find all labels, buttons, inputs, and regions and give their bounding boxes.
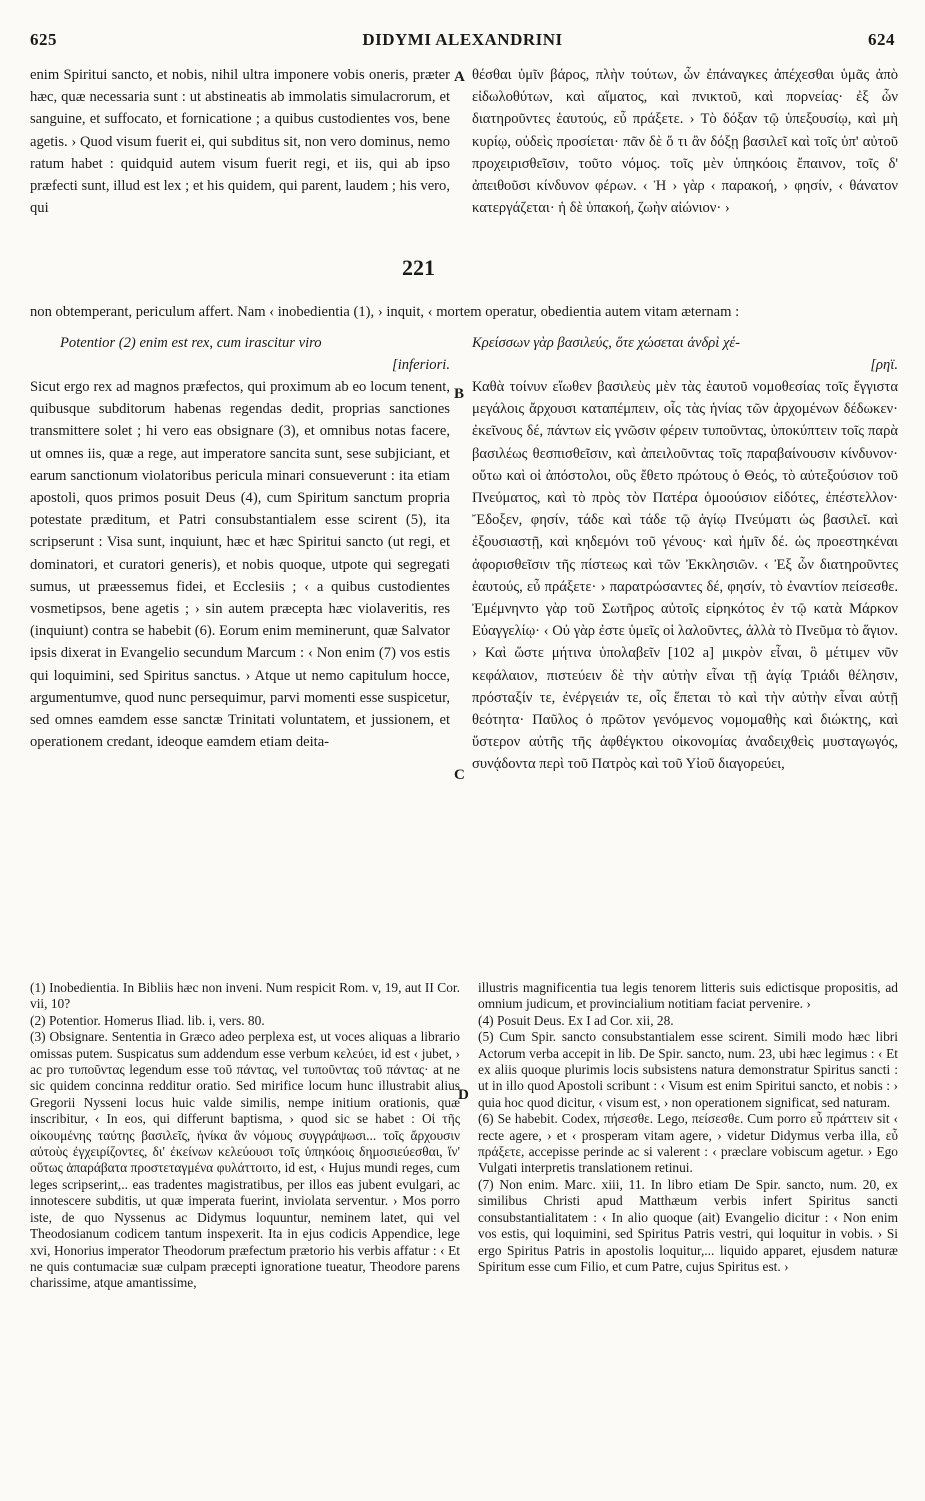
greek-column-top <box>472 64 898 219</box>
footnote-2: (2) Potentior. Homerus Iliad. lib. i, vers. 80. <box>30 1012 265 1028</box>
latin-column-body <box>30 376 450 753</box>
section-marker-a: A <box>454 69 465 85</box>
footnote-5: (5) Cum Spir. sancto consubstantialem esse scirent. Simili modo hæc libri Actorum verba accepit in lib. De Spir. sancto, num. 23, ubi hæc legimus : ‹ Et ex aliis quoque plurimis locis subsistens natura demonstratur Spiritus sancti : ut in illo quod Apostoli scribunt : ‹ Visum est enim Spiritui sancto, et nobis : › quia hoc quod dicitur, ‹ visum est, › non operationem significat, sed naturam. <box>478 1029 898 1110</box>
section-marker-d: D <box>458 1087 469 1103</box>
verse-greek-line: Κρείσσων γὰρ βασιλεύς, ὅτε χώσεται ἀνδρὶ χέ- <box>472 335 741 351</box>
running-header <box>30 30 895 54</box>
section-marker-c: C <box>454 767 465 783</box>
footnote-7: (7) Non enim. Marc. xiii, 11. In libro etiam De Spir. sancto, num. 20, ex similibus Christi apud Matthæum verbis infert Spiritus sancti consubstantialitatem : ‹ In alio quoque (ait) Evangelio dicitur : ‹ Non enim vos estis, qui loquimini, sed Spiritus Patris vestri, qui loquitur in vobis. › Si ergo Spiritus Patris in apostolis loquitur,... liquido apparet, ejusdem naturæ Spiritum esse cum Filio, et cum Patre, cujus Spiritus est. › <box>478 1176 898 1274</box>
latin-column-top <box>30 64 450 219</box>
verse-greek <box>472 332 898 376</box>
footnotes-left <box>30 980 460 1292</box>
column-number-221: 221 <box>402 255 435 280</box>
greek-body-text: Καθὰ τοίνυν εἴωθεν βασιλεὺς μὲν τὰς ἑαυτοῦ νομοθεσίας τοῖς ἔγγιστα μεγάλοις ἄρχουσι καταπέμπειν, οἷς τὰς ἡνίας τῶν ἀρχομένων δέδωκεν· ἐκεῖνους δέ, πάντων εἰς γνῶσιν φέρειν τυποῦντας, ὑποκύπτειν τοῖς παρὰ βασιλέως θεσπισθεῖσιν, καὶ ἀπειλοῦντας τοῖς παραβαίνουσιν κίνδυνον· οὕτω καὶ οἱ ἀπόστολοι, οὓς ἔθετο πρώτους ὁ Θεός, τὸ αὐτεξούσιον τοῦ Πνεύματος, καὶ τὸ πρὸς τὸν Πατέρα ὁμοούσιον εἰδότες, ἐπέστελλον· Ἔδοξεν, φησίν, τάδε καὶ τάδε τῷ ἁγίῳ Πνεύματι ὡς βασιλεῖ. καὶ ἐξουσιαστῇ, καὶ κηδεμόνι τοῦ γένους· καὶ ἡμῖν δέ. ὡς προεστηκέναι ἀφορισθεῖσιν τῆς πίστεως καὶ τῶν Ἐκκλησιῶν. ‹ Ἐξ ὧν διατηροῦντες ἑαυτούς, εὖ πράξετε· › παρατρώσαντες δέ, φησίν, τὸ ἐναντίον πείσεσθε. Ἐμέμνηντο γὰρ τοῦ Σωτῆρος αὐτοῖς εἰρηκότος ἐν τῷ κατὰ Μάρκον Εὐαγγελίῳ· ‹ Οὐ γὰρ ἐστε ὑμεῖς οἱ λαλοῦντες, ἀλλὰ τὸ Πνεῦμα τὸ ἅγιον. › Καὶ ὥστε μήτινα ὑπολαβεῖν [102 a] μικρὸν εἶναι, ὃ μέτιμεν νῦν κεφάλαιον, πιστεύειν δὲ τὴν αὐτὴν εἶναι τῇ ἁγίᾳ Τριάδι θέλησιν, πρόσταξίν τε, ἐνέργειάν τε, οἷς ἕπεται τὸ καὶ τὴν αὐτὴν εἶναι αὐτῇ θεότητα· Παῦλος ὁ πρῶτον γενόμενος νομομαθὴς καὶ διώκτης, καὶ ὕστερον αὐτῆς τῆς ἀφθέγκτου οἰκονομίας ἀναδειχθεὶς μυσταγωγός, συνᾴδοντα περὶ τοῦ Πατρὸς καὶ τοῦ Υἱοῦ διαγορεύει, <box>472 379 898 773</box>
footnote-3: (3) Obsignare. Sententia in Græco adeo perplexa est, ut voces aliquas a librario omissas putem. Suspicatus sum addendum esse verbum κελεύει, id est ‹ jubet, › ac pro τυποῦντας legendum esse τοῦ πάντας, vel τυποῦντας τοῦ πάντας· at ne sic quidem concinna redditur oratio. Sed mirifice locum hunc illustrabit alius Gregorii Nysseni locus huic valde similis, nempe initium orationis, quæ inscribitur, ‹ In eos, qui differunt baptisma, › quod sic se habet : Οἱ τῆς οἰκουμένης ταύτης βασιλεῖς, ἡνίκα ἂν νόμους συγγράψωσι... τοῖς ἄρχουσιν αὐτοὺς ἐγχειρίζοντες, δι' ἐκείνων κελεύουσι τοῖς ὑπηκόοις δημοσιεύεσθαι, ἵν' οὕτως ἀπαράβατα προστεταγμένα φυλάττοιτο, id est, ‹ Hujus mundi reges, cum leges scripserint,.. eas tradentes magistratibus, per illos eas jubent evulgari, ac innotescere subditis, ut quæ imperata fuerint, inviolata serventur. › Mos porro iste, de quo Nyssenus ac Didymus loquuntur, neminem latet, qui vel Theodosianum codicem tantum inspexerit. Ita in ejus codicis Appendice, lege xvi, Honorius imperator Theodorum præfectum prætorio his verbis affatur : ‹ Et ne quis contumaciæ suæ culpam præcepti ignoratione tueatur, Theodore parens charissime, atque amantissime, <box>30 1029 460 1291</box>
verse-latin-continuation: [inferiori. <box>392 357 450 374</box>
latin-body-text: Sicut ergo rex ad magnos præfectos, qui proximum ab eo locum tenent, quibusque subditorum habenas regendas dedit, proprias sanctiones transmittere solet ; hi vero eas obsignare (3), et omnibus notas facere, ut omnes iis, quæ a rege, aut imperatore sancita sunt, sese subjiciant, et earum sanctionum violatoribus pericula minari consueverunt : ita etiam apostoli, quos primos posuit Deus (4), cum Spiritum sanctum propria potestate præditum, et Patri consubstantialem esse scirent (5), ita scripserunt : Visa sunt, inquiunt, hæc et hæc Spiritui sancto (ut regi, et dominatori, et curatori generis), et nobis quoque, utpote qui segregati sumus, ut præessemus fidei, et Ecclesiis ; ‹ a quibus custodientes vosmetipsos, bene agetis ; › sin autem præcepta hæc violaveritis, res (inquiunt) contra se habebit (6). Eorum enim meminerunt, quæ Salvator ipsis dixerat in Evangelio secundum Marcum : ‹ Non enim (7) vos estis qui loquimini, sed Spiritus sanctus. › Atque ut nemo capitulum hocce, argumentumve, quod nunc persequimur, parvi momenti esse suspicetur, sed omnes eamdem esse sanctæ Trinitati voluntatem, et jussionem, et operationem credant, ideoque eamdem etiam deita- <box>30 379 450 751</box>
verse-latin-line: Potentior (2) enim est rex, cum irascitur viro <box>60 335 322 351</box>
page-number-right: 624 <box>868 30 895 49</box>
footnote-3-continuation: illustris magnificentia tua legis tenorem litteris suis edictisque propositis, ad omnium judicum, et provincialium notitiam faciat pervenire. › <box>478 980 898 1012</box>
page-number-left: 625 <box>30 30 57 49</box>
full-width-text: non obtemperant, periculum affert. Nam ‹ inobedientia (1), › inquit, ‹ mortem operatur, obedientia autem vitam æternam : <box>30 303 740 320</box>
greek-top-text: θέσθαι ὑμῖν βάρος, πλὴν τούτων, ὧν ἐπάναγκες ἀπέχεσθαι ὑμᾶς ἀπὸ εἰδωλοθύτων, καὶ αἵματος, καὶ πνικτοῦ, καὶ πορνείας· ἐξ ὧν διατηροῦντες ἑαυτούς, εὖ πράξετε. › Τὸ δόξαν τῷ ὑπεξουσίῳ, καὶ μὴ κυρίῳ, οὐδεὶς προσίεται· πᾶν δὲ ὅ τι ἂν δόξῃ βασιλεῖ καὶ τοῖς ὑπ' αὐτοῦ προχειρισθεῖσιν, τοῦτο νόμος. τοῖς μὲν ὑπηκόοις ἔπαινον, τοῖς δ' ἀπειθοῦσι κίνδυνον φέρων. ‹ Ἡ › γὰρ ‹ παρακοή, › φησίν, ‹ θάνατον κατεργάζεται· ἡ δὲ ὑπακοή, ζωὴν αἰώνιον· › <box>472 67 898 217</box>
latin-top-text: enim Spiritui sancto, et nobis, nihil ultra imponere vobis oneris, præter hæc, quæ necessaria sunt : ut abstineatis ab immolatis simulacrorum, et sanguine, et suffocato, et fornicatione ; a quibus custodientes vos, bene agetis. › Quod visum fuerit ei, qui subditus sit, non vero dominus, nemo ratum habet : quidquid autem visum fuerit regi, et iis, qui ab ipso præfecti sunt, illud est lex ; et his quidem, qui parent, laudem ; his vero, qui <box>30 67 450 217</box>
verse-latin <box>30 332 450 376</box>
greek-column-body <box>472 376 898 776</box>
footnote-6: (6) Se habebit. Codex, πήσεσθε. Lego, πείσεσθε. Cum porro εὖ πράττειν sit ‹ recte agere, › et ‹ prosperam vitam agere, › videtur Didymus verba illa, εὖ πράξετε, accepisse perinde ac si valerent : ‹ præclare vobiscum agetur. › Ego Vulgati interpretis translationem retinui. <box>478 1111 898 1176</box>
verse-greek-continuation: [ρηϊ. <box>870 357 898 374</box>
footnotes-right <box>478 980 898 1275</box>
section-marker-b: B <box>454 386 465 402</box>
full-width-line <box>30 286 898 337</box>
running-title: DIDYMI ALEXANDRINI <box>362 30 563 49</box>
footnote-1: (1) Inobedientia. In Bibliis hæc non inveni. Num respicit Rom. v, 19, aut II Cor. vii, 10? <box>30 980 460 1012</box>
footnote-4: (4) Posuit Deus. Ex I ad Cor. xii, 28. <box>478 1012 674 1028</box>
